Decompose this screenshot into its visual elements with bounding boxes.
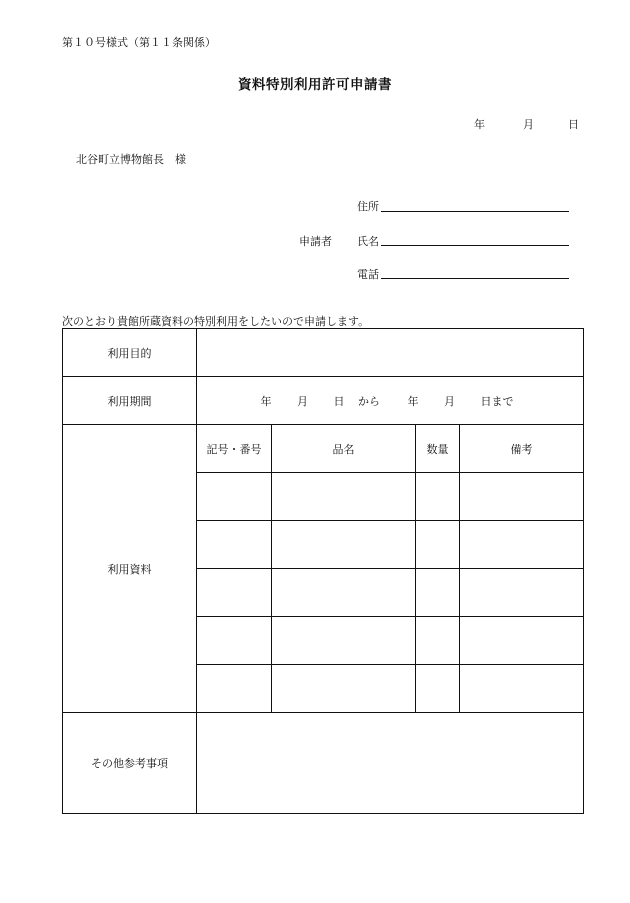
form-number-label: 第１０号様式（第１１条関係）: [62, 36, 216, 49]
period-year2: 年: [407, 394, 419, 408]
address-field[interactable]: [381, 211, 569, 212]
item-cell[interactable]: [272, 473, 416, 521]
period-day1: 日: [333, 394, 345, 408]
remarks-cell[interactable]: [460, 521, 584, 569]
other-notes-row: [63, 713, 584, 814]
date-month-label: 月: [523, 118, 534, 131]
purpose-field[interactable]: [197, 329, 584, 377]
item-cell[interactable]: [272, 665, 416, 713]
remarks-cell[interactable]: [460, 665, 584, 713]
date-day-label: 日: [568, 118, 579, 131]
date-year-label: 年: [474, 118, 485, 131]
addressee: 北谷町立博物館長 様: [76, 153, 186, 166]
purpose-row: [63, 329, 584, 377]
remarks-cell[interactable]: [460, 569, 584, 617]
intro-text: 次のとおり貴館所蔵資料の特別利用をしたいので申請します。: [62, 315, 370, 328]
period-row: [63, 377, 584, 425]
period-from: から: [358, 394, 380, 408]
code-cell[interactable]: [197, 617, 272, 665]
quantity-cell[interactable]: [416, 521, 460, 569]
header-item-name: 品名: [272, 425, 416, 473]
period-label: 利用期間: [63, 377, 197, 425]
document-title: 資料特別利用許可申請書: [238, 77, 392, 93]
remarks-cell[interactable]: [460, 617, 584, 665]
item-cell[interactable]: [272, 569, 416, 617]
address-label: 住所: [357, 200, 379, 213]
application-table: [62, 328, 584, 814]
other-notes-field[interactable]: [197, 713, 584, 814]
purpose-label: 利用目的: [63, 329, 197, 377]
phone-field[interactable]: [381, 278, 569, 279]
item-cell[interactable]: [272, 617, 416, 665]
code-cell[interactable]: [197, 665, 272, 713]
applicant-label: 申請者: [299, 235, 332, 248]
item-cell[interactable]: [272, 521, 416, 569]
name-label: 氏名: [357, 235, 379, 248]
quantity-cell[interactable]: [416, 569, 460, 617]
quantity-cell[interactable]: [416, 665, 460, 713]
other-notes-label: その他参考事項: [63, 713, 197, 814]
remarks-cell[interactable]: [460, 473, 584, 521]
period-month2: 月: [444, 394, 455, 408]
period-day2-until: 日まで: [480, 394, 514, 408]
phone-label: 電話: [357, 268, 379, 281]
header-remarks: 備考: [460, 425, 584, 473]
code-cell[interactable]: [197, 521, 272, 569]
period-field[interactable]: [197, 377, 584, 425]
materials-label: 利用資料: [63, 425, 197, 713]
materials-header-row: [63, 425, 584, 473]
code-cell[interactable]: [197, 473, 272, 521]
code-cell[interactable]: [197, 569, 272, 617]
period-year1: 年: [260, 394, 272, 408]
name-field[interactable]: [381, 245, 569, 246]
header-quantity: 数量: [416, 425, 460, 473]
quantity-cell[interactable]: [416, 473, 460, 521]
quantity-cell[interactable]: [416, 617, 460, 665]
period-month1: 月: [297, 394, 308, 408]
header-code-number: 記号・番号: [197, 425, 272, 473]
